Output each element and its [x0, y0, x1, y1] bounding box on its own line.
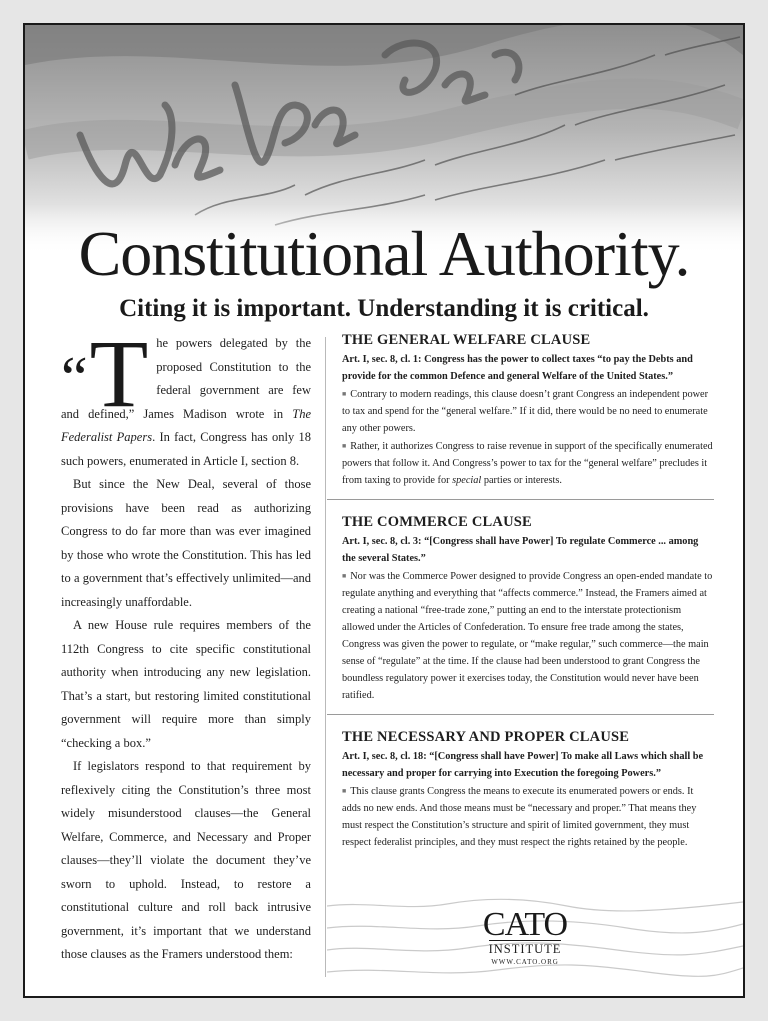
- clause-bullet: ■ Contrary to modern readings, this clause doesn’t grant Congress an independent power to tax and spend for the “general welfare.” If it did, there would be no need to enumerate any other powers.: [342, 386, 714, 437]
- section-rule: [327, 499, 714, 500]
- clause-bullet-emphasis: special: [452, 475, 482, 486]
- logo-name: CATO: [482, 906, 568, 943]
- clause-heading: THE GENERAL WELFARE CLAUSE: [342, 332, 591, 348]
- open-quote-icon: “: [61, 345, 88, 411]
- intro-paragraph-4: If legislators respond to that requirement by reflexively citing the Constitution’s three most widely misunderstood clauses—the General Welfare, Commerce, and Necessary and Proper clauses—they’ll violate the document they’ve sworn to uphold. Instead, to restore a constitutional culture and roll back intrusive government, it’s important that we understand those clauses as the Framers understood them:: [61, 759, 311, 961]
- clause-bullet: [342, 438, 714, 489]
- clause-bullet-end: parties or interests.: [481, 475, 562, 486]
- clause-bullet: ■ Nor was the Commerce Power designed to provide Congress an open-ended mandate to regulate anything and everything that “affects commerce.” Instead, the Framers aimed at creating a national “free-trade zone,” putting an end to the interstate protectionism allowed under the Articles of Confederation. To ensure free trade among the states, Congress was given the power to regulate, or “make regular,” such commerce—the main sense of “regulate” at the time. If the clause had been understood to grant Congress the boundless regulatory power it exercises today, the Constitution would never have been ratified.: [342, 568, 714, 704]
- column-divider: [325, 337, 326, 977]
- intro-paragraph-1-text: he powers delegated by the proposed Constitution to the federal government are few and defined,” James Madison wrote in: [61, 336, 311, 421]
- clause-citation: Art. I, sec. 8, cl. 18: “[Congress shall have Power] To make all Laws which shall be necessary and proper for carrying into Execution the foregoing Powers.”: [342, 751, 704, 779]
- poster: [23, 23, 745, 998]
- clause-bullet: ■ This clause grants Congress the means to execute its enumerated powers or ends. It adds no new ends. And those means must be “necessary and proper.” That means they must respect the Constitution’s structure and spirit of limited government, they must respect federalist principles, and they must respect the rights retained by the people.: [342, 783, 714, 851]
- cato-logo: [480, 906, 570, 966]
- logo-url: WWW.CATO.ORG: [491, 958, 559, 966]
- drop-cap: [61, 320, 149, 427]
- intro-paragraph-3: A new House rule requires members of the 112th Congress to cite specific constitutional authority when introducing any new legislation. That’s a start, but restoring limited constitutional government will require more than simply “checking a box.”: [61, 618, 311, 750]
- clause-citation: Art. I, sec. 8, cl. 1: Congress has the power to collect taxes “to pay the Debts and provide for the common Defence and general Welfare of the United States.”: [342, 354, 693, 382]
- page-subtitle: Citing it is important. Understanding it is critical.: [119, 295, 649, 322]
- clause-heading: THE NECESSARY AND PROPER CLAUSE: [342, 729, 630, 745]
- intro-paragraph-2: But since the New Deal, several of those provisions have been read as authorizing Congress to do far more than was ever imagined by those who wrote the Constitution. This has led to a government that’s effectively unlimited—and increasingly unaffordable.: [61, 477, 311, 609]
- general-welfare-clause: [327, 332, 714, 489]
- intro-paragraph-1-end: . In fact, Congress has only 18 such powers, enumerated in Article I, section 8.: [61, 430, 311, 468]
- federalist-papers-title: The Federalist Papers: [61, 406, 311, 444]
- commerce-clause: [327, 514, 714, 704]
- page-title: Constitutional Authority.: [78, 218, 690, 289]
- clause-heading: THE COMMERCE CLAUSE: [342, 514, 532, 530]
- necessary-proper-clause: [327, 729, 714, 851]
- clause-bullet-text: Rather, it authorizes Congress to raise revenue in support of the specifically enumerated powers that follow it. And Congress’s power to tax for the “general welfare” precludes it from taxing to provide for: [342, 441, 713, 486]
- logo-institute: INSTITUTE: [488, 942, 562, 956]
- intro-paragraph-1: [61, 320, 311, 473]
- section-rule: [327, 714, 714, 715]
- drop-cap-letter: T: [89, 320, 149, 427]
- intro-column: [61, 320, 311, 967]
- clauses-column: [327, 332, 714, 851]
- clause-citation: Art. I, sec. 8, cl. 3: “[Congress shall have Power] To regulate Commerce ... among the several States.”: [342, 536, 699, 564]
